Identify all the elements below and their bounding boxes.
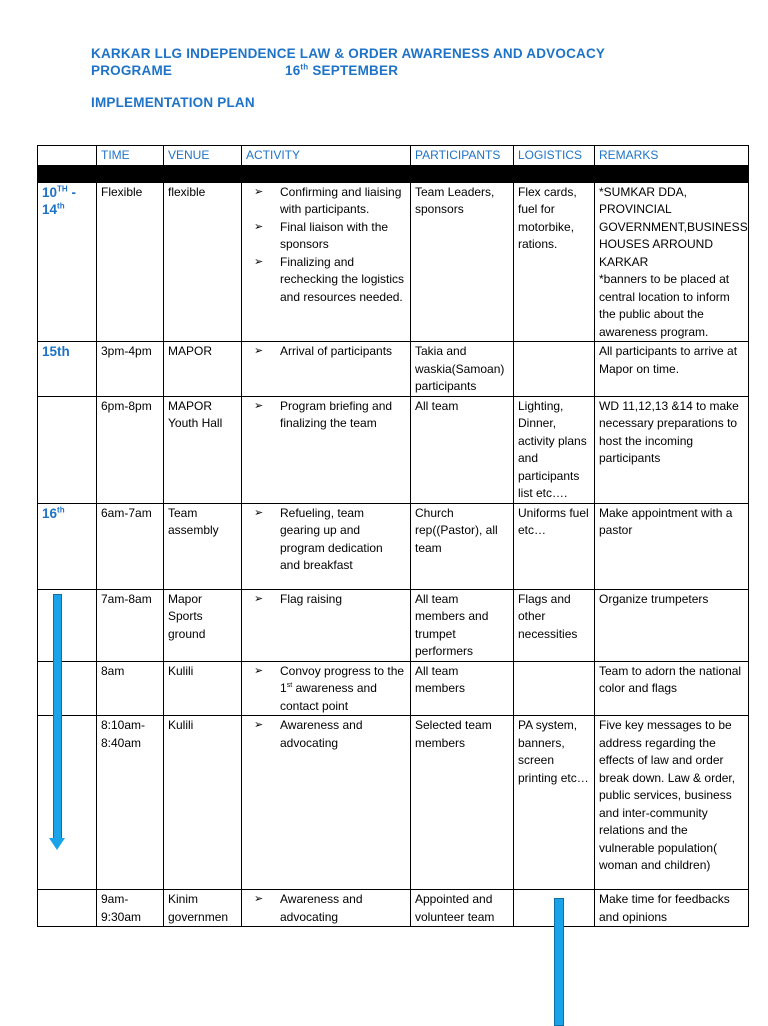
cell-activity xyxy=(242,342,411,397)
activity-text: Confirming and liaising with participants. xyxy=(280,184,402,216)
cell-time: 8:10am-8:40am xyxy=(97,716,164,890)
cell-venue: flexible xyxy=(164,182,242,342)
arrow-bullet-icon: ➢ xyxy=(254,220,264,233)
date-part: 15th xyxy=(42,344,70,359)
date-part: th xyxy=(57,505,65,514)
arrow-bullet-icon: ➢ xyxy=(254,592,264,605)
list-item xyxy=(246,184,406,219)
table-row xyxy=(38,503,749,589)
title-line-2: PROGRAME xyxy=(91,63,173,78)
activity-list xyxy=(246,591,406,609)
cell-time: 8am xyxy=(97,661,164,716)
activity-list xyxy=(246,398,406,433)
cell-date xyxy=(38,396,97,503)
date-part: 10 xyxy=(42,184,58,200)
date-suffix: th xyxy=(300,62,309,72)
activity-list xyxy=(246,891,406,926)
cell-remarks: WD 11,12,13 &14 to make necessary preparations to host the incoming participants xyxy=(595,396,749,503)
activity-list xyxy=(246,505,406,575)
cell-time: 3pm-4pm xyxy=(97,342,164,397)
cell-date xyxy=(38,890,97,927)
cell-participants: Takia and waskia(Samoan) participants xyxy=(411,342,514,397)
activity-list xyxy=(246,663,406,716)
cell-logistics xyxy=(514,661,595,716)
cell-participants: All team members xyxy=(411,661,514,716)
cell-venue: MAPOR Youth Hall xyxy=(164,396,242,503)
activity-text: Awareness and advocating xyxy=(280,718,363,750)
cell-remarks: *SUMKAR DDA, PROVINCIAL GOVERNMENT,BUSINESS HOUSES ARROUND KARKAR *banners to be placed at central location to inform the public about the awareness program. xyxy=(595,182,749,342)
table-row xyxy=(38,716,749,890)
activity-text: Finalizing and rechecking the logistics and resources needed. xyxy=(280,254,405,304)
cell-remarks: Team to adorn the national color and flags xyxy=(595,661,749,716)
activity-text: Awareness and advocating xyxy=(280,892,363,924)
activity-text: Refueling, team gearing up and program dedication and breakfast xyxy=(280,505,383,572)
cell-logistics: Flags and other necessities xyxy=(514,589,595,661)
cell-participants: All team xyxy=(411,396,514,503)
cell-activity xyxy=(242,890,411,927)
date-part: th xyxy=(57,201,65,211)
col-header-time: TIME xyxy=(97,146,164,166)
cell-time: 6am-7am xyxy=(97,503,164,589)
cell-activity xyxy=(242,182,411,342)
cell-activity xyxy=(242,503,411,589)
cell-venue: Mapor Sports ground xyxy=(164,589,242,661)
cell-remarks: Make appointment with a pastor xyxy=(595,503,749,589)
arrow-bullet-icon: ➢ xyxy=(254,506,264,519)
date-part: TH xyxy=(57,184,68,193)
col-header-remarks: REMARKS xyxy=(595,146,749,166)
cell-participants: All team members and trumpet performers xyxy=(411,589,514,661)
table-row xyxy=(38,396,749,503)
list-item xyxy=(246,663,406,716)
col-header-date xyxy=(38,146,97,166)
activity-text: Convoy progress to the 1st awareness and contact point xyxy=(280,663,405,713)
cell-logistics: Lighting, Dinner, activity plans and participants list etc…. xyxy=(514,396,595,503)
table-row xyxy=(38,661,749,716)
table-row xyxy=(38,890,749,927)
activity-text: Program briefing and finalizing the team xyxy=(280,398,393,430)
col-header-venue: VENUE xyxy=(164,146,242,166)
list-item xyxy=(246,717,406,752)
cell-activity xyxy=(242,661,411,716)
table-row xyxy=(38,589,749,661)
title-date xyxy=(285,62,398,79)
cell-venue: Kulili xyxy=(164,661,242,716)
cell-participants: Selected team members xyxy=(411,716,514,890)
list-item xyxy=(246,254,406,307)
cell-logistics: PA system, banners, screen printing etc… xyxy=(514,716,595,890)
cell-time: 6pm-8pm xyxy=(97,396,164,503)
cell-participants: Appointed and volunteer team xyxy=(411,890,514,927)
date-part: - xyxy=(67,184,76,200)
implementation-plan-table xyxy=(37,145,749,927)
activity-list xyxy=(246,717,406,752)
cell-remarks: Make time for feedbacks and opinions xyxy=(595,890,749,927)
cell-time: 7am-8am xyxy=(97,589,164,661)
arrow-bullet-icon: ➢ xyxy=(254,345,264,357)
list-item xyxy=(246,343,406,361)
date-month: SEPTEMBER xyxy=(308,63,399,78)
cell-venue: Team assembly xyxy=(164,503,242,589)
table-header-row xyxy=(38,146,749,166)
cell-participants: Church rep((Pastor), all team xyxy=(411,503,514,589)
cell-logistics: Flex cards, fuel for motorbike, rations. xyxy=(514,182,595,342)
arrow-bullet-icon: ➢ xyxy=(254,893,264,905)
cell-activity xyxy=(242,589,411,661)
table-row xyxy=(38,182,749,342)
activity-text: Arrival of participants xyxy=(280,344,393,358)
date-number: 16 xyxy=(285,63,301,78)
list-item xyxy=(246,505,406,575)
list-item xyxy=(246,398,406,433)
document-title xyxy=(91,45,731,79)
list-item xyxy=(246,219,406,254)
cell-date xyxy=(38,182,97,342)
header-divider-bar xyxy=(38,165,749,182)
cell-logistics xyxy=(514,342,595,397)
cell-date xyxy=(38,503,97,589)
cell-venue: Kulili xyxy=(164,716,242,890)
cell-remarks: All participants to arrive at Mapor on time. xyxy=(595,342,749,397)
title-line-1: KARKAR LLG INDEPENDENCE LAW & ORDER AWARENESS AND ADVOCACY xyxy=(91,46,606,61)
list-item xyxy=(246,591,406,609)
cell-time: Flexible xyxy=(97,182,164,342)
cell-date xyxy=(38,342,97,397)
cell-date xyxy=(38,589,97,661)
date-part: 14 xyxy=(42,202,58,217)
table-row xyxy=(38,342,749,397)
activity-text: Flag raising xyxy=(280,591,343,606)
cell-remarks: Five key messages to be address regarding the effects of law and order break down. Law & order, public services, business and inter-community relations and the vulnerable population( woman and children) xyxy=(595,716,749,890)
cell-date xyxy=(38,661,97,716)
arrow-bullet-icon: ➢ xyxy=(254,255,264,268)
cell-venue: MAPOR xyxy=(164,342,242,397)
cell-date xyxy=(38,716,97,890)
list-item xyxy=(246,891,406,926)
arrow-bullet-icon: ➢ xyxy=(254,399,264,412)
cell-participants: Team Leaders, sponsors xyxy=(411,182,514,342)
arrow-bullet-icon: ➢ xyxy=(254,664,264,677)
activity-list xyxy=(246,343,406,361)
cell-logistics: Uniforms fuel etc… xyxy=(514,503,595,589)
activity-text: Final liaison with the sponsors xyxy=(280,219,389,251)
arrow-bullet-icon: ➢ xyxy=(254,185,264,198)
activity-list xyxy=(246,184,406,307)
cell-activity xyxy=(242,716,411,890)
document-subtitle: IMPLEMENTATION PLAN xyxy=(91,95,255,110)
cell-time: 9am-9:30am xyxy=(97,890,164,927)
col-header-participants: PARTICIPANTS xyxy=(411,146,514,166)
col-header-activity: ACTIVITY xyxy=(242,146,411,166)
arrow-bullet-icon: ➢ xyxy=(254,719,264,731)
cell-activity xyxy=(242,396,411,503)
cell-venue: Kinim governmen xyxy=(164,890,242,927)
cell-remarks: Organize trumpeters xyxy=(595,589,749,661)
col-header-logistics: LOGISTICS xyxy=(514,146,595,166)
date-part: 16 xyxy=(42,505,58,521)
